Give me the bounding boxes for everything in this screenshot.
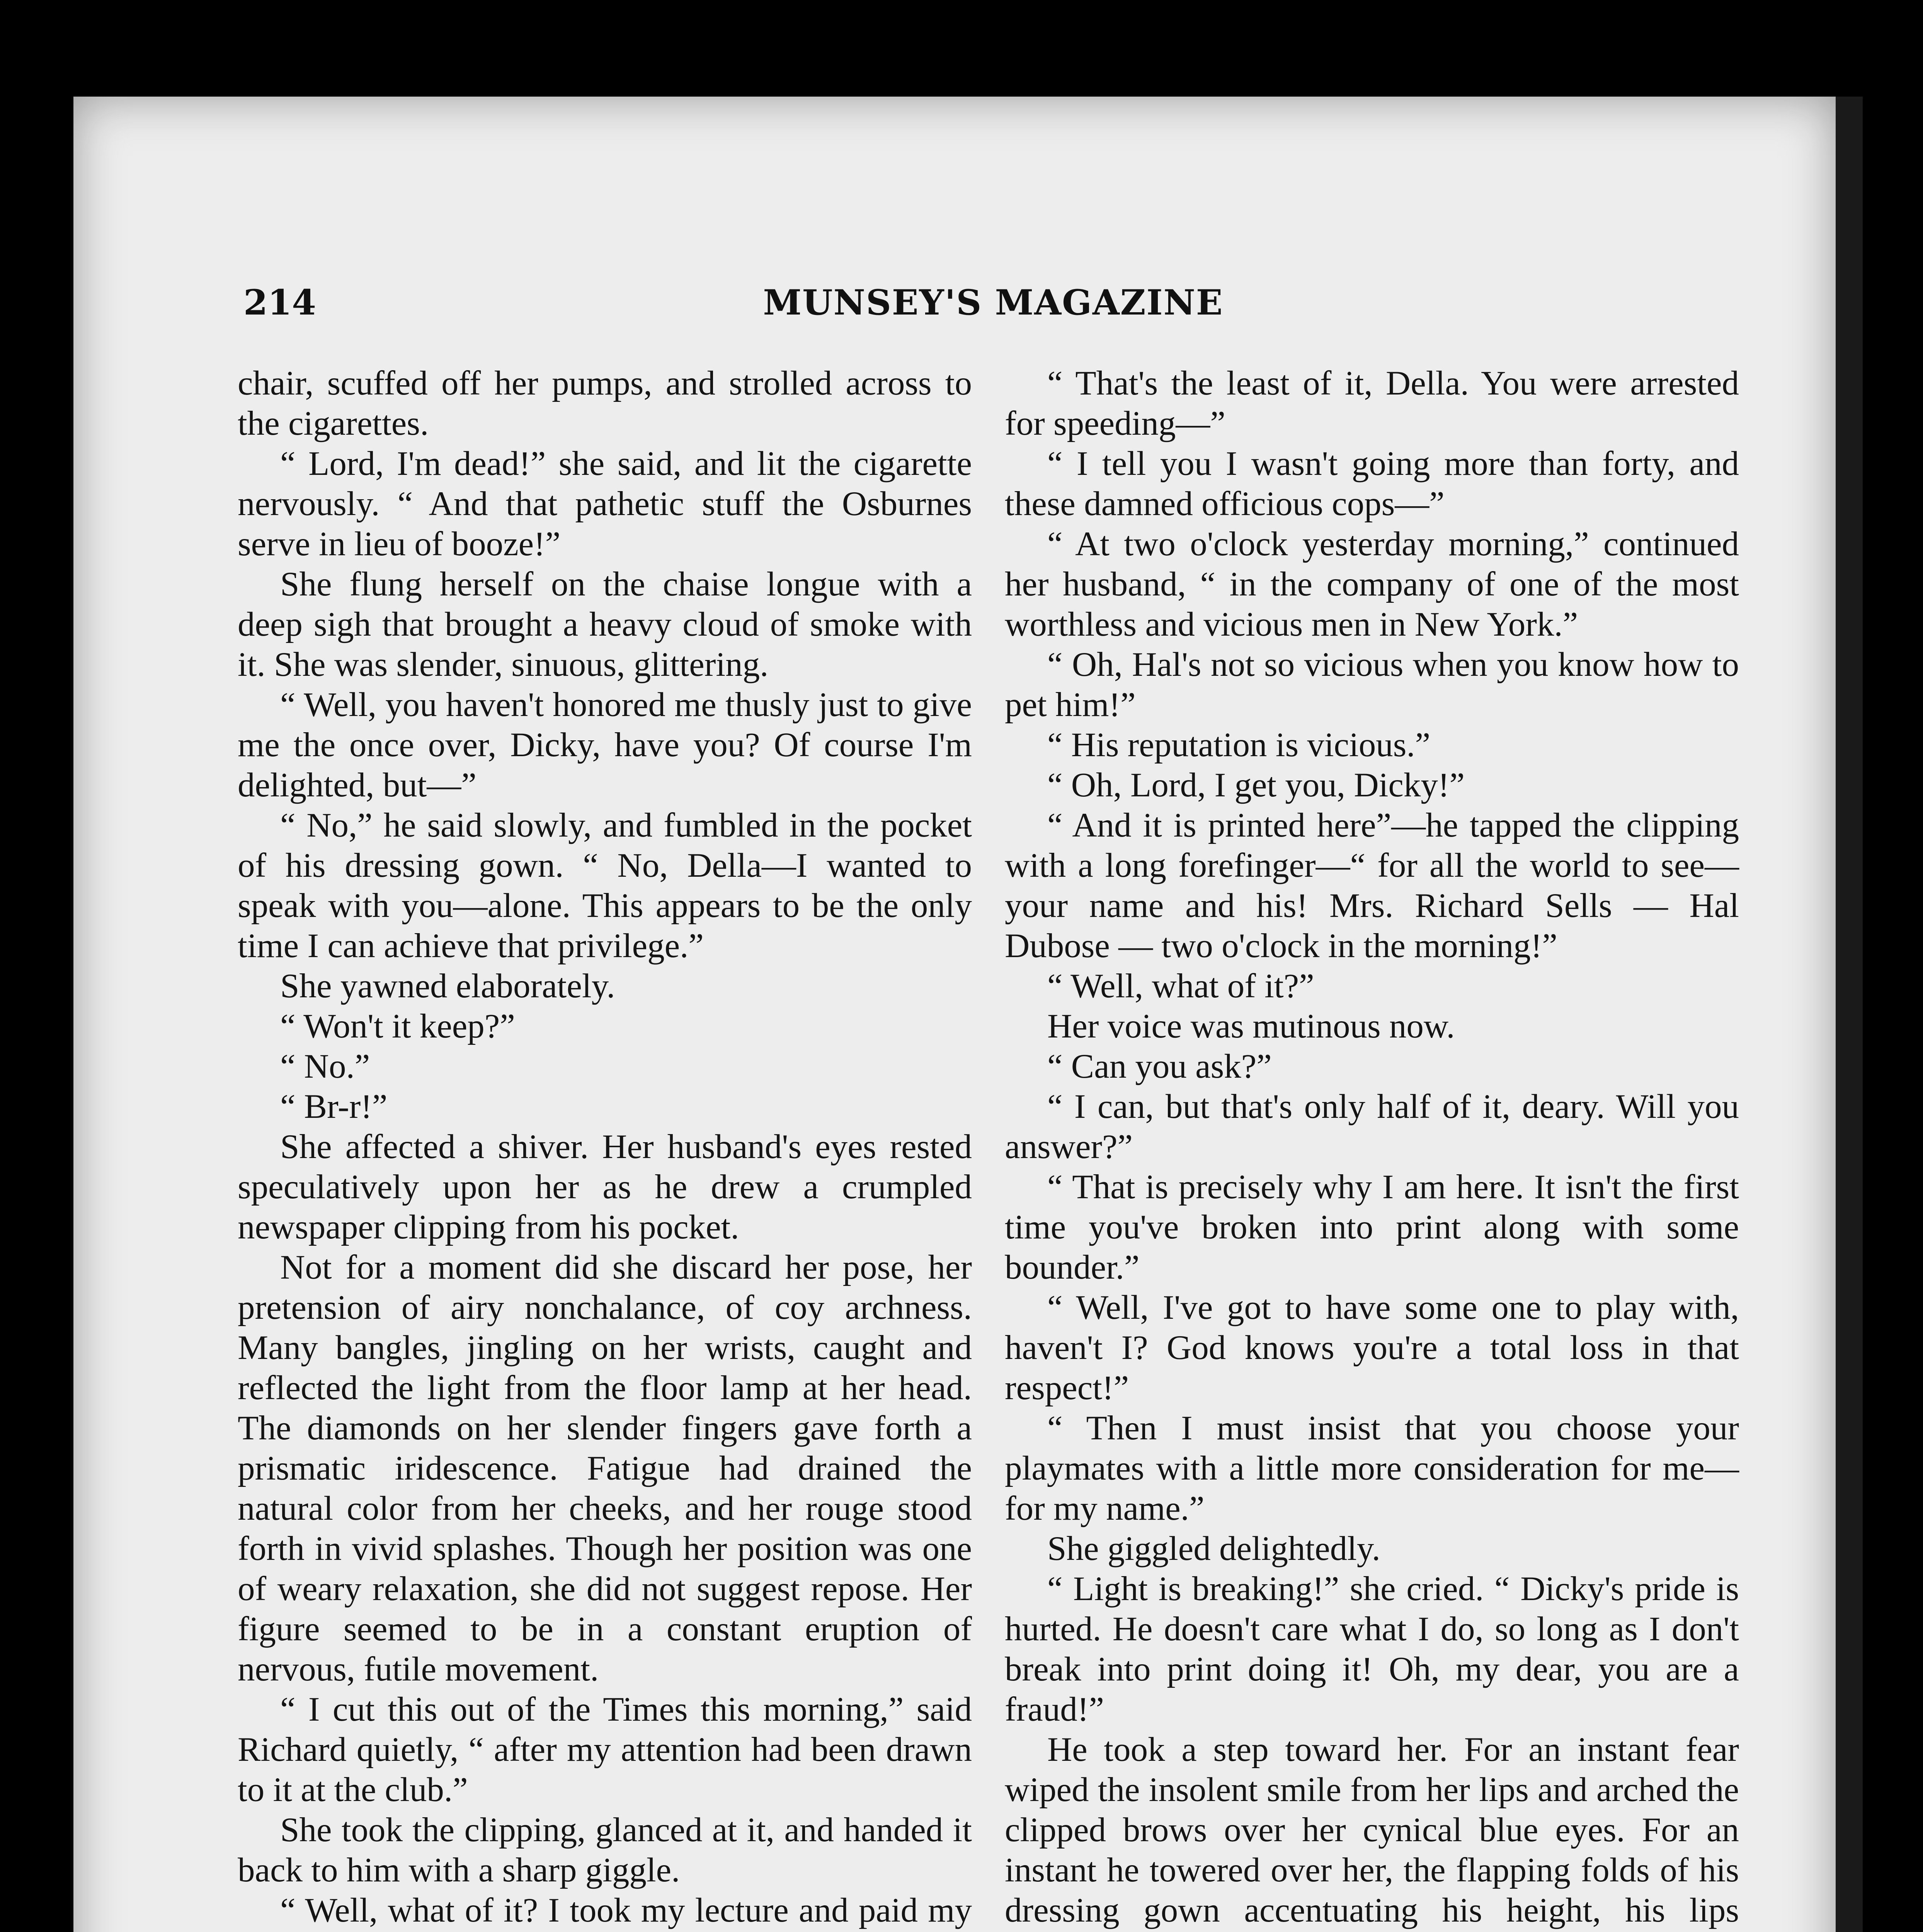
paragraph: “ Br-r!” — [280, 1088, 388, 1126]
left-column — [238, 363, 972, 1932]
paragraph: “ Well, what of it?” — [1047, 967, 1314, 1005]
paragraph: She flung herself on the chaise longue with a deep sigh that brought a heavy cloud of smoke with it. She was slender, sinuous, glittering. — [238, 565, 972, 684]
paragraph: She took the clipping, glanced at it, and handed it back to him with a sharp giggle. — [238, 1811, 972, 1889]
paragraph: She affected a shiver. Her husband's eyes rested speculatively upon her as he drew a crumpled newspaper clipping from his pocket. — [238, 1128, 972, 1246]
paragraph: “ I tell you I wasn't going more than forty, and these damned officious cops—” — [1005, 445, 1739, 523]
paragraph: “ Can you ask?” — [1047, 1048, 1272, 1085]
paragraph: chair, scuffed off her pumps, and strolled across to the cigarettes. — [238, 364, 972, 442]
paragraph: Her voice was mutinous now. — [1047, 1007, 1455, 1045]
paragraph: She yawned elaborately. — [280, 967, 615, 1005]
page-number: 214 — [243, 282, 316, 323]
paragraph: “ Won't it keep?” — [280, 1007, 515, 1045]
paragraph: “ Well, what of it? I took my lecture and paid my — [280, 1891, 972, 1929]
paragraph: “ I cut this out of the Times this morning,” said Richard quietly, “ after my attention had been drawn to it at the club.” — [238, 1690, 972, 1809]
paragraph: “ That's the least of it, Della. You were arrested for speeding—” — [1005, 364, 1739, 442]
paragraph: “ Lord, I'm dead!” she said, and lit the cigarette nervously. “ And that pathetic stuff the Osburnes serve in lieu of booze!” — [238, 445, 972, 563]
paragraph: “ Oh, Lord, I get you, Dicky!” — [1047, 766, 1465, 804]
paragraph: “ Then I must insist that you choose your playmates with a little more consideration for me—for my name.” — [1005, 1409, 1739, 1527]
paragraph: “ Oh, Hal's not so vicious when you know how to pet him!” — [1005, 646, 1739, 724]
paragraph: “ I can, but that's only half of it, deary. Will you answer?” — [1005, 1088, 1739, 1166]
page-header — [243, 282, 1743, 328]
paragraph: Not for a moment did she discard her pose, her pretension of airy nonchalance, of coy archness. Many bangles, jingling on her wrists, caught and reflected the light from the floor lamp at her head. The diamonds on her slender fingers gave forth a prismatic iridescence. Fatigue had drained the natural color from her cheeks, and her rouge stood forth in vivid splashes. Though her position was one of weary relaxation, she did not suggest repose. Her figure seemed to be in a constant eruption of nervous, futile movement. — [238, 1248, 972, 1688]
paragraph: “ Well, you haven't honored me thusly just to give me the once over, Dicky, have you? Of course I'm delighted, but—” — [238, 686, 972, 804]
paragraph: “ At two o'clock yesterday morning,” continued her husband, “ in the company of one of the most worthless and vicious men in New York.” — [1005, 525, 1739, 643]
paragraph: She giggled delightedly. — [1047, 1530, 1380, 1568]
paragraph: “ No,” he said slowly, and fumbled in the pocket of his dressing gown. “ No, Della—I wanted to speak with you—alone. This appears to be the only time I can achieve that privilege.” — [238, 806, 972, 965]
paragraph: “ That is precisely why I am here. It isn't the first time you've broken into print along with some bounder.” — [1005, 1168, 1739, 1286]
paragraph: “ Light is breaking!” she cried. “ Dicky's pride is hurted. He doesn't care what I do, so long as I don't break into print doing it! Oh, my dear, you are a fraud!” — [1005, 1570, 1739, 1728]
running-title: MUNSEY'S MAGAZINE — [763, 282, 1224, 323]
paragraph: “ No.” — [280, 1048, 370, 1085]
paragraph: He took a step toward her. For an instant fear wiped the insolent smile from her lips and arched the clipped brows over her cynical blue eyes. For an instant he towered over her, the flapping folds of his dressing gown accentuating his height, his lips — [1005, 1731, 1739, 1929]
right-column — [1005, 363, 1739, 1932]
paragraph: “ Well, I've got to have some one to play with, haven't I? God knows you're a total loss in that respect!” — [1005, 1289, 1739, 1407]
paragraph: “ And it is printed here”—he tapped the clipping with a long forefinger—“ for all the world to see—your name and his! Mrs. Richard Sells — Hal Dubose — two o'clock in the morning!” — [1005, 806, 1739, 965]
paragraph: “ His reputation is vicious.” — [1047, 726, 1431, 764]
page-edge — [1836, 97, 1863, 1932]
